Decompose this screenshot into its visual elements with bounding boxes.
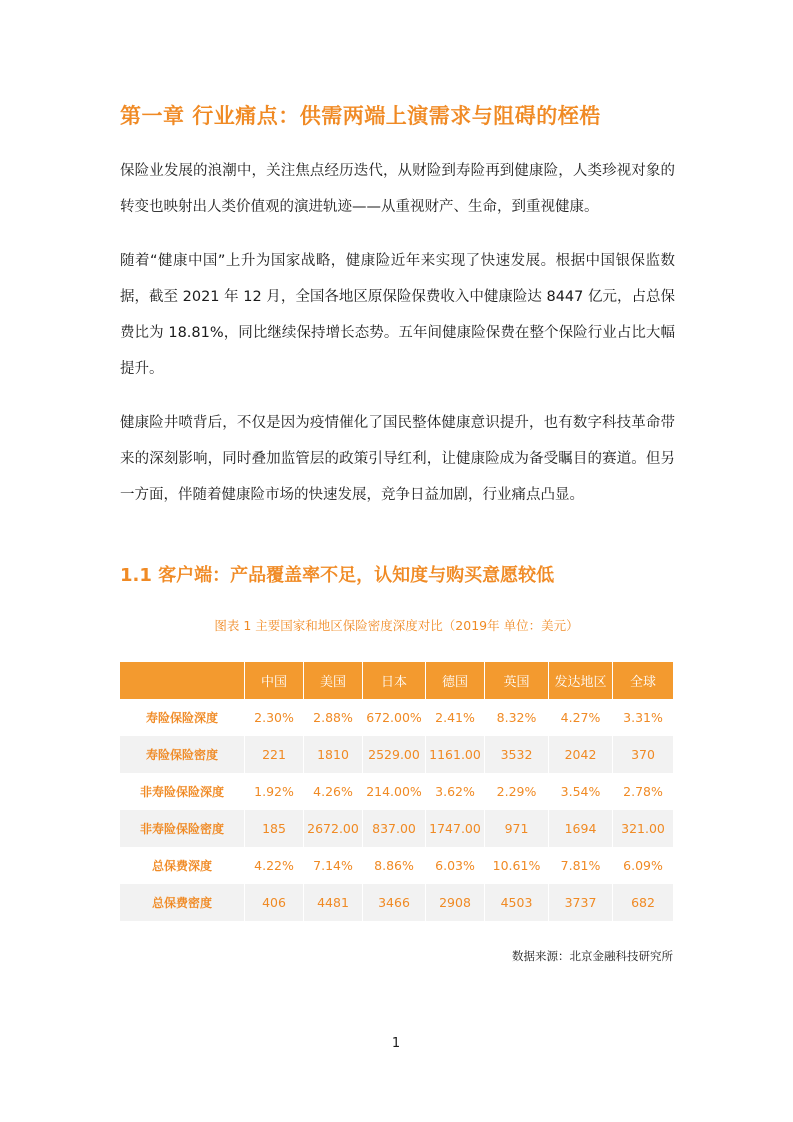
table-row xyxy=(120,736,673,773)
row-label: 非寿险保险密度 xyxy=(120,810,244,847)
column-header: 英国 xyxy=(484,662,548,699)
row-label: 总保费密度 xyxy=(120,884,244,921)
table-cell: 214.00% xyxy=(362,773,425,810)
table-cell: 7.14% xyxy=(303,847,362,884)
column-header: 全球 xyxy=(612,662,673,699)
table-cell: 6.03% xyxy=(425,847,484,884)
table-cell: 4.27% xyxy=(548,699,612,736)
table-cell: 3.54% xyxy=(548,773,612,810)
table-cell: 370 xyxy=(612,736,673,773)
table-cell: 6.09% xyxy=(612,847,673,884)
table-cell: 3.31% xyxy=(612,699,673,736)
table-cell: 4.22% xyxy=(244,847,303,884)
table-cell: 2.30% xyxy=(244,699,303,736)
table-cell: 321.00 xyxy=(612,810,673,847)
row-label: 总保费深度 xyxy=(120,847,244,884)
table-cell: 3532 xyxy=(484,736,548,773)
header-corner xyxy=(120,662,244,699)
table-row xyxy=(120,810,673,847)
table-cell: 2529.00 xyxy=(362,736,425,773)
table-cell: 2.41% xyxy=(425,699,484,736)
table-cell: 221 xyxy=(244,736,303,773)
table-cell: 971 xyxy=(484,810,548,847)
table-cell: 3.62% xyxy=(425,773,484,810)
column-header: 美国 xyxy=(303,662,362,699)
column-header: 日本 xyxy=(362,662,425,699)
paragraph-2: 随着“健康中国”上升为国家战略，健康险近年来实现了快速发展。根据中国银保监数据，截至 2021 年 12 月，全国各地区原保险保费收入中健康险达 8447 亿元，占总保费比为 18.81%，同比继续保持增长态势。五年间健康险保费在整个保险行业占比大幅提升。 xyxy=(120,253,675,377)
table-cell: 682 xyxy=(612,884,673,921)
column-header: 发达地区 xyxy=(548,662,612,699)
data-source-note: 数据来源：北京金融科技研究所 xyxy=(512,949,673,963)
column-header: 中国 xyxy=(244,662,303,699)
table-row xyxy=(120,773,673,810)
table-row xyxy=(120,884,673,921)
table-cell: 4.26% xyxy=(303,773,362,810)
table-cell: 1747.00 xyxy=(425,810,484,847)
section-title: 1.1 客户端：产品覆盖率不足，认知度与购买意愿较低 xyxy=(120,565,555,586)
paragraph-3: 健康险井喷背后，不仅是因为疫情催化了国民整体健康意识提升，也有数字科技革命带来的深刻影响，同时叠加监管层的政策引导红利，让健康险成为备受瞩目的赛道。但另一方面，伴随着健康险市场的快速发展，竞争日益加剧，行业痛点凸显。 xyxy=(120,415,675,503)
paragraph-1: 保险业发展的浪潮中，关注焦点经历迭代，从财险到寿险再到健康险，人类珍视对象的转变也映射出人类价值观的演进轨迹——从重视财产、生命，到重视健康。 xyxy=(120,163,675,215)
table-cell: 185 xyxy=(244,810,303,847)
table-cell: 1.92% xyxy=(244,773,303,810)
table-cell: 3737 xyxy=(548,884,612,921)
row-label: 非寿险保险深度 xyxy=(120,773,244,810)
table-cell: 672.00% xyxy=(362,699,425,736)
table-cell: 406 xyxy=(244,884,303,921)
chapter-title: 第一章 行业痛点：供需两端上演需求与阻碍的桎梏 xyxy=(120,104,601,128)
table-cell: 1161.00 xyxy=(425,736,484,773)
row-label: 寿险保险密度 xyxy=(120,736,244,773)
table-cell: 8.32% xyxy=(484,699,548,736)
table-header-row xyxy=(120,662,673,699)
table-cell: 837.00 xyxy=(362,810,425,847)
table-cell: 1694 xyxy=(548,810,612,847)
table-cell: 2.78% xyxy=(612,773,673,810)
table-row xyxy=(120,699,673,736)
insurance-comparison-table xyxy=(120,662,673,921)
page-number: 1 xyxy=(391,1036,401,1051)
table-cell: 2042 xyxy=(548,736,612,773)
table-cell: 2908 xyxy=(425,884,484,921)
table-cell: 4481 xyxy=(303,884,362,921)
table-caption: 图表 1 主要国家和地区保险密度深度对比（2019年 单位：美元） xyxy=(214,618,579,633)
table-row xyxy=(120,847,673,884)
table-cell: 8.86% xyxy=(362,847,425,884)
table-cell: 2672.00 xyxy=(303,810,362,847)
table-cell: 10.61% xyxy=(484,847,548,884)
table-cell: 2.88% xyxy=(303,699,362,736)
column-header: 德国 xyxy=(425,662,484,699)
table-cell: 4503 xyxy=(484,884,548,921)
row-label: 寿险保险深度 xyxy=(120,699,244,736)
table-cell: 1810 xyxy=(303,736,362,773)
table-cell: 3466 xyxy=(362,884,425,921)
table-cell: 2.29% xyxy=(484,773,548,810)
table-cell: 7.81% xyxy=(548,847,612,884)
